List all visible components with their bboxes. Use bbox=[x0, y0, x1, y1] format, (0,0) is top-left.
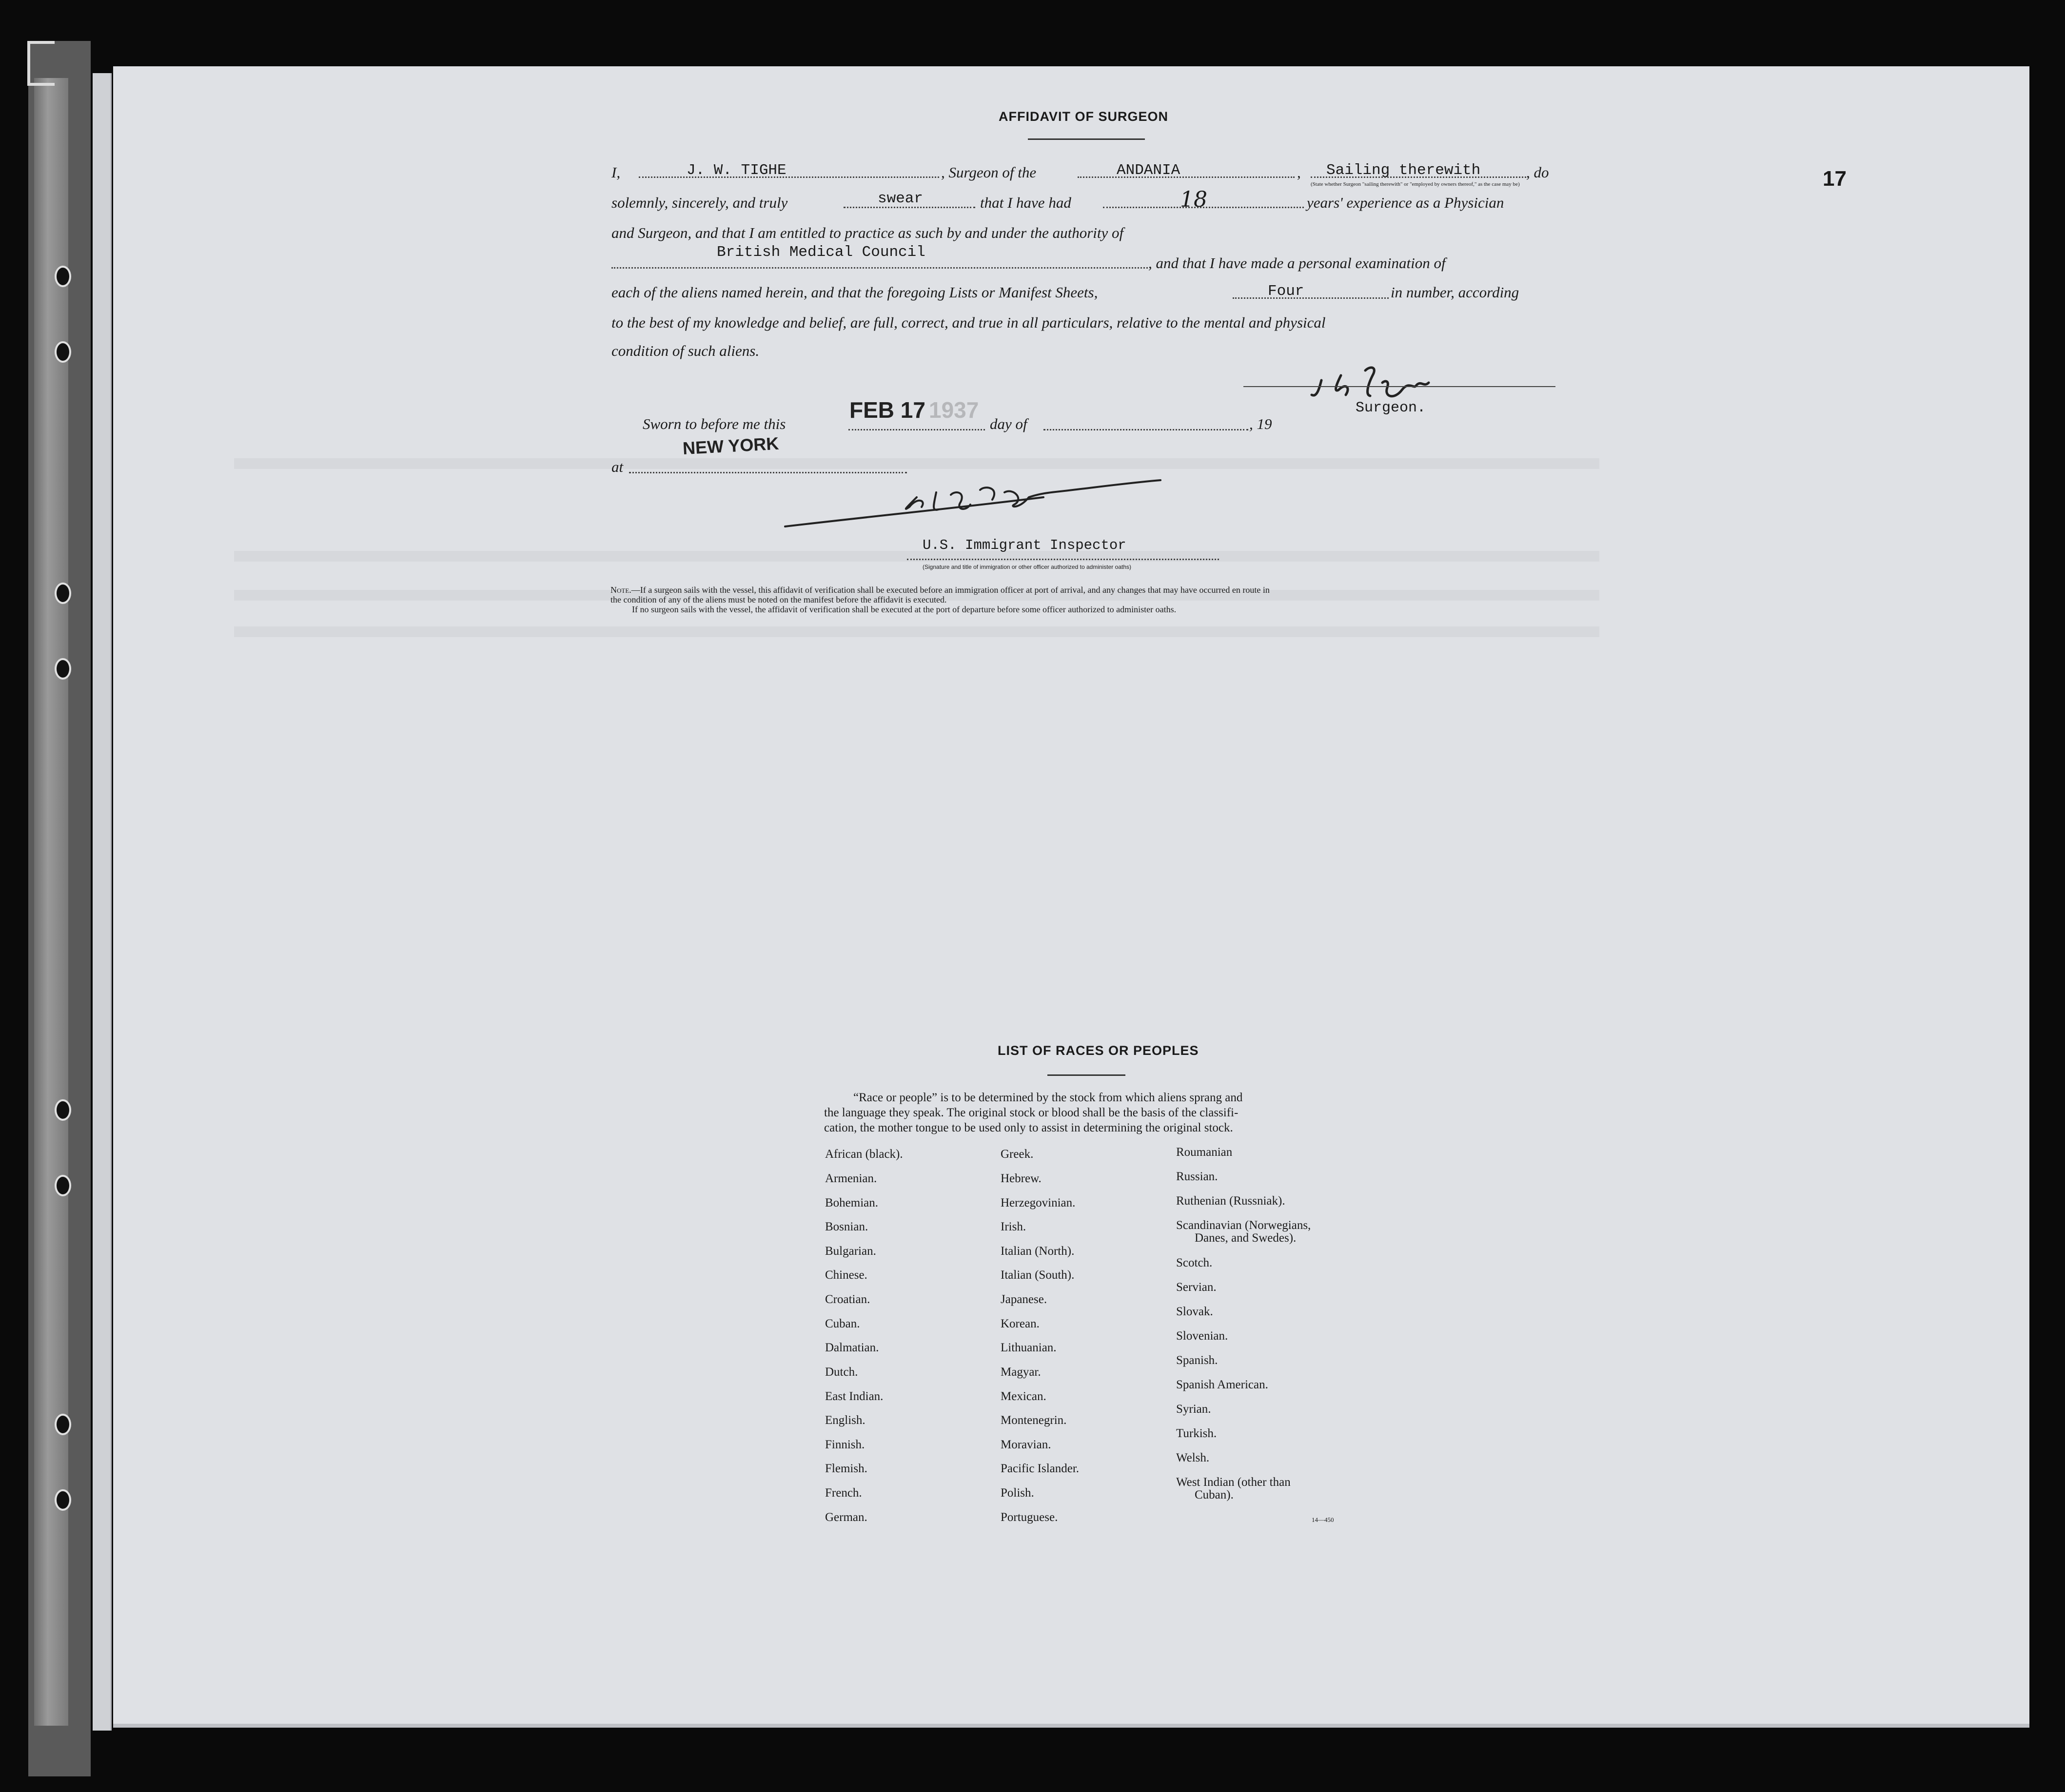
race-item: Roumanian bbox=[1176, 1146, 1233, 1159]
race-item: Syrian. bbox=[1176, 1402, 1211, 1416]
affidavit-line1-prefix: I, bbox=[611, 164, 621, 181]
affidavit-note-line1 bbox=[610, 585, 1270, 595]
races-intro-line2: the language they speak. The original stock or blood shall be the basis of the classifi- bbox=[824, 1106, 1239, 1119]
sheet-count-field: Four bbox=[1268, 283, 1304, 300]
surgeon-signature bbox=[1292, 361, 1536, 405]
race-item: Russian. bbox=[1176, 1170, 1218, 1183]
race-item: Turkish. bbox=[1176, 1427, 1217, 1440]
affidavit-line3: and Surgeon, and that I am entitled to practice as such by and under the authority of bbox=[611, 224, 1124, 241]
race-item: Spanish. bbox=[1176, 1354, 1218, 1367]
form-code: 14—450 bbox=[1312, 1516, 1334, 1523]
page-number: 17 bbox=[1823, 167, 1847, 191]
race-item: Lithuanian. bbox=[1001, 1341, 1057, 1354]
bleed-through-mark bbox=[234, 458, 1599, 469]
punch-hole bbox=[55, 1175, 71, 1196]
race-item: Bohemian. bbox=[825, 1196, 879, 1209]
race-item: Mexican. bbox=[1001, 1390, 1046, 1403]
affidavit-note-line2: the condition of any of the aliens must be noted on the manifest before the affidavit is executed. bbox=[610, 595, 947, 604]
surgeon-label: Surgeon. bbox=[1356, 400, 1426, 416]
race-item: Spanish American. bbox=[1176, 1378, 1268, 1391]
affidavit-title: AFFIDAVIT OF SURGEON bbox=[999, 109, 1168, 124]
affidavit-line5-end: in number, according bbox=[1391, 284, 1519, 301]
race-item: Magyar. bbox=[1001, 1365, 1041, 1379]
ship-name-field: ANDANIA bbox=[1117, 162, 1180, 179]
page-edge bbox=[113, 1724, 2029, 1728]
affidavit-note-line3: If no surgeon sails with the vessel, the affidavit of verification shall be executed at the port of departure before some officer authorized to administer oaths. bbox=[632, 604, 1177, 614]
race-item: Irish. bbox=[1001, 1220, 1026, 1233]
affidavit-line2-prefix: solemnly, sincerely, and truly bbox=[611, 194, 788, 211]
race-item: Armenian. bbox=[825, 1172, 877, 1185]
binder-tab bbox=[27, 41, 55, 86]
note-label: Note. bbox=[610, 585, 631, 595]
sworn-mid: day of bbox=[990, 415, 1027, 432]
race-item: Dutch. bbox=[825, 1365, 858, 1379]
race-item: Hebrew. bbox=[1001, 1172, 1042, 1185]
ship-name-line bbox=[1078, 176, 1295, 178]
affidavit-line6: to the best of my knowledge and belief, are full, correct, and true in all particulars, relative to the mental and physical bbox=[611, 314, 1326, 331]
authority-line bbox=[611, 267, 1148, 269]
punch-hole bbox=[55, 658, 71, 680]
punch-hole bbox=[55, 1489, 71, 1511]
affidavit-line1-mid: , Surgeon of the bbox=[941, 164, 1037, 181]
race-item: Finnish. bbox=[825, 1438, 865, 1451]
bleed-through-mark bbox=[234, 626, 1599, 637]
races-title: LIST OF RACES OR PEOPLES bbox=[998, 1043, 1199, 1058]
surgeon-name-field: J. W. TIGHE bbox=[687, 162, 787, 179]
race-item: Cuban). bbox=[1195, 1488, 1234, 1501]
race-item: Slovenian. bbox=[1176, 1329, 1228, 1343]
affidavit-line5-prefix: each of the aliens named herein, and that the foregoing Lists or Manifest Sheets, bbox=[611, 284, 1098, 301]
date-stamp-year-faint: 1937 bbox=[929, 397, 979, 423]
sworn-month-line bbox=[1043, 429, 1248, 430]
punch-hole bbox=[55, 266, 71, 287]
place-stamp: NEW YORK bbox=[682, 433, 780, 459]
race-item: German. bbox=[825, 1511, 867, 1524]
races-intro-line3: cation, the mother tongue to be used only to assist in determining the original stock. bbox=[824, 1121, 1233, 1134]
affidavit-line7: condition of such aliens. bbox=[611, 342, 760, 359]
race-item: Polish. bbox=[1001, 1486, 1034, 1500]
race-item: African (black). bbox=[825, 1148, 903, 1161]
title-underline bbox=[1028, 138, 1145, 140]
race-item: Bosnian. bbox=[825, 1220, 868, 1233]
authority-field: British Medical Council bbox=[717, 244, 925, 261]
surgeon-status-line bbox=[1311, 176, 1526, 178]
races-intro-line1: “Race or people” is to be determined by the stock from which aliens sprang and bbox=[853, 1091, 1243, 1104]
race-item: Chinese. bbox=[825, 1268, 867, 1282]
oath-field: swear bbox=[878, 190, 924, 207]
race-item: Cuban. bbox=[825, 1317, 860, 1330]
surgeon-status-field: Sailing therewith bbox=[1326, 162, 1481, 179]
race-item: Montenegrin. bbox=[1001, 1414, 1067, 1427]
at-prefix: at bbox=[611, 458, 624, 475]
date-stamp: FEB 17 bbox=[849, 397, 925, 423]
race-item: Portuguese. bbox=[1001, 1511, 1058, 1524]
race-item: Croatian. bbox=[825, 1293, 870, 1306]
sworn-prefix: Sworn to before me this bbox=[643, 415, 786, 432]
race-item: Flemish. bbox=[825, 1462, 867, 1475]
sworn-day-line bbox=[848, 429, 985, 430]
affidavit-line2-mid: that I have had bbox=[980, 194, 1071, 211]
punch-hole bbox=[55, 1414, 71, 1435]
affidavit-line2-end: years' experience as a Physician bbox=[1307, 194, 1504, 211]
binder-spine bbox=[34, 78, 68, 1726]
race-item: Korean. bbox=[1001, 1317, 1040, 1330]
inspector-note: (Signature and title of immigration or other officer authorized to administer oaths) bbox=[923, 564, 1131, 570]
race-item: Dalmatian. bbox=[825, 1341, 879, 1354]
affidavit-line4-end: , and that I have made a personal examination of bbox=[1148, 254, 1446, 272]
race-item: Scotch. bbox=[1176, 1256, 1213, 1269]
race-item: Herzegovinian. bbox=[1001, 1196, 1076, 1209]
affidavit-line1-end: , do bbox=[1526, 164, 1549, 181]
surgeon-signature-line bbox=[1243, 386, 1555, 387]
punch-hole bbox=[55, 583, 71, 604]
inspector-line bbox=[907, 559, 1219, 560]
races-title-underline bbox=[1047, 1074, 1125, 1076]
place-line bbox=[629, 472, 907, 473]
affidavit-comma: , bbox=[1297, 164, 1301, 181]
race-item: Bulgarian. bbox=[825, 1245, 876, 1258]
race-item: Scandinavian (Norwegians, bbox=[1176, 1219, 1311, 1232]
underlying-sheet-edge bbox=[93, 73, 112, 1731]
race-item: Servian. bbox=[1176, 1281, 1217, 1294]
race-item: Italian (South). bbox=[1001, 1268, 1075, 1282]
inspector-signature bbox=[770, 478, 1200, 536]
race-item: Slovak. bbox=[1176, 1305, 1213, 1318]
sworn-end: , 19 bbox=[1249, 415, 1272, 432]
race-item: English. bbox=[825, 1414, 865, 1427]
surgeon-name-line bbox=[639, 176, 939, 178]
race-item: Danes, and Swedes). bbox=[1195, 1231, 1297, 1245]
race-item: Pacific Islander. bbox=[1001, 1462, 1080, 1475]
race-item: Italian (North). bbox=[1001, 1245, 1075, 1258]
race-item: Moravian. bbox=[1001, 1438, 1051, 1451]
race-item: French. bbox=[825, 1486, 862, 1500]
surgeon-status-note: (State whether Surgeon "sailing therewith" or "employed by owners thereof," as the case may be) bbox=[1311, 181, 1520, 187]
punch-hole bbox=[55, 1099, 71, 1121]
race-item: East Indian. bbox=[825, 1390, 884, 1403]
years-line bbox=[1103, 207, 1304, 208]
punch-hole bbox=[55, 341, 71, 363]
race-item: Welsh. bbox=[1176, 1451, 1210, 1464]
race-item: Greek. bbox=[1001, 1148, 1034, 1161]
race-item: West Indian (other than bbox=[1176, 1476, 1291, 1489]
sheet-count-line bbox=[1233, 297, 1389, 299]
race-item: Ruthenian (Russniak). bbox=[1176, 1194, 1285, 1208]
oath-line bbox=[844, 207, 975, 208]
inspector-title: U.S. Immigrant Inspector bbox=[923, 537, 1126, 553]
race-item: Japanese. bbox=[1001, 1293, 1047, 1306]
years-field: 18 bbox=[1180, 187, 1207, 212]
note-text1: —If a surgeon sails with the vessel, this affidavit of verification shall be executed before an immigration officer at port of arrival, and any changes that may have occurred en route in bbox=[631, 585, 1270, 595]
